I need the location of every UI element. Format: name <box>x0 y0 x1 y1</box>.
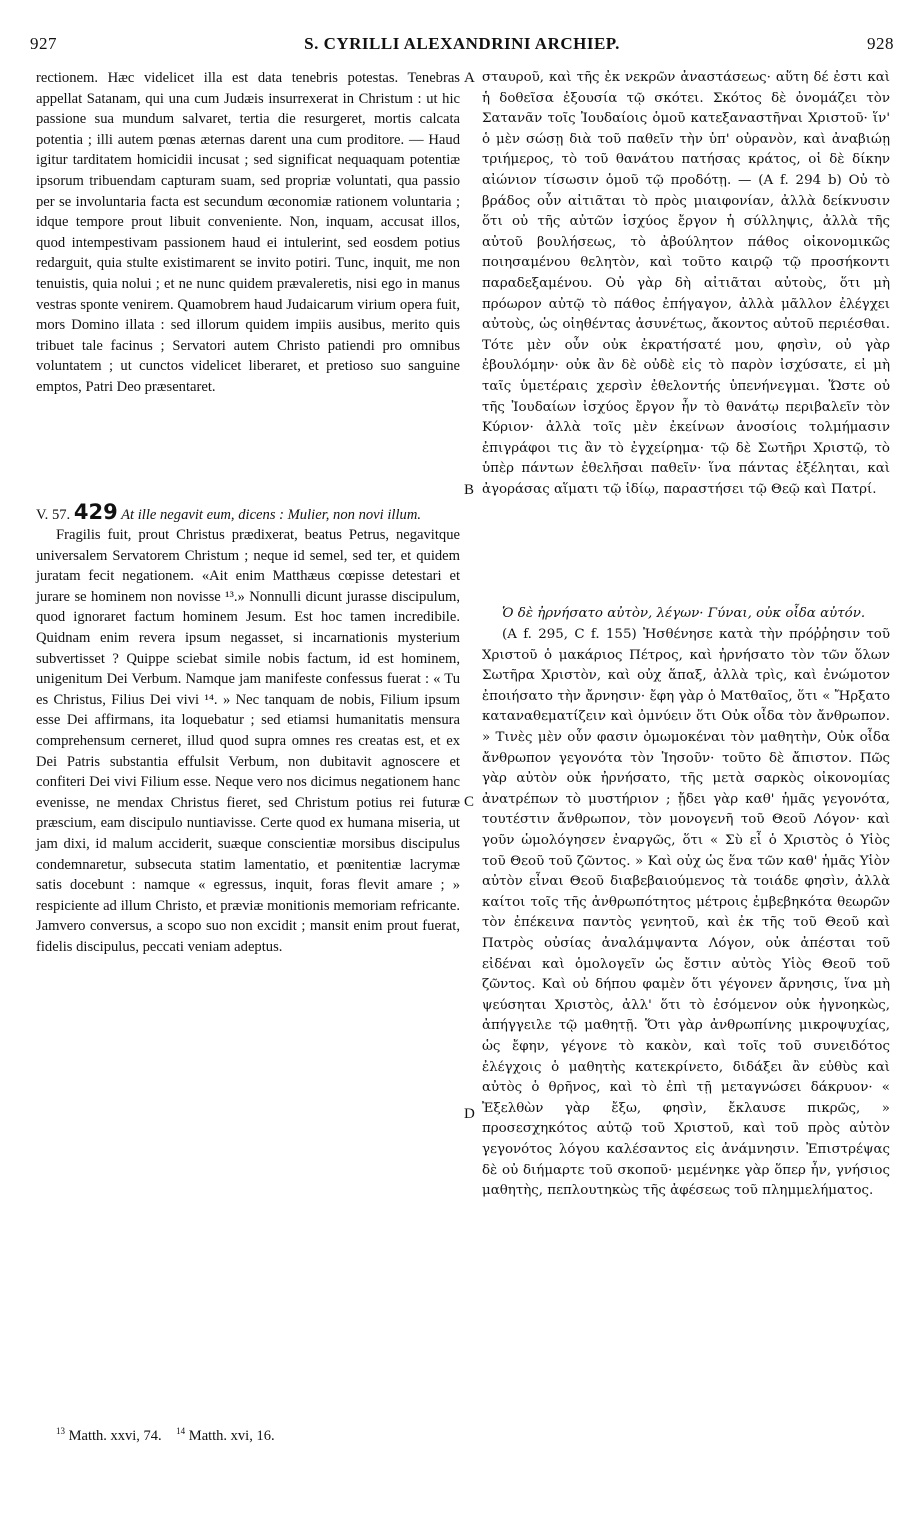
greek-paragraph-1: σταυροῦ, καὶ τῆς ἐκ νεκρῶν ἀναστάσεως· αὕτη δέ ἐστι καὶ ἡ δοθεῖσα ἐξουσία τῷ σκότει. Σκότος δὲ ὀνομάζει τὸν Σατανᾶν τοῖς Ἰουδαίοις ὁμοῦ κατεξαναστῆναι Χριστοῦ· ἵν' ὁ μὲν σώσῃ διὰ τοῦ παθεῖν τὴν ὑπ' οὐρανὸν, καὶ ἀναβιώῃ τριήμερος, τὸ τοῦ θανάτου πατήσας κράτος, οἱ δὲ δίκην αἰώνιον τίσωσιν ὁμοῦ τῷ προδότῃ. — (A f. 294 b) Οὐ τὸ βράδος οὖν αἰτιᾶται τὸ πρὸς μιαιφονίαν, ἀλλὰ δείκνυσιν ὅτι οὐ τῆς αὐτῶν ἰσχύος ἔργον ἡ σύλληψις, ἀλλὰ τῆς αὐτοῦ βουλήσεως, τὸ ἀβούλητον πάθος οἰκονομικῶς ποιησαμένου θελητὸν, καὶ τοῦτο καιρῷ τῷ προσήκοντι παραδεξαμένου. Οὐ γὰρ δὴ αἰτιᾶται αὐτοὺς, ὅτι μὴ πρόωρον αὐτῷ τὸ πάθος ἐπήγαγον, ἀλλὰ μᾶλλον ἐλέγχει αὐτοὺς, ὡς οἰηθέντας ἀσυνέτως, ἄκοντος αὐτοῦ περιέσθαι. Τότε μὲν οὖν οὐκ ἐκρατήσατέ μου, φησὶν, οὐ γὰρ ἐβουλόμην· οὐκ ἂν δὲ οὐδὲ εἰς τὸ παρὸν ἰσχύσατε, εἰ μὴ ταῖς ὑμετέραις χερσὶν ἐθελοντής ὑπενήνεγμαι. Ὥστε οὐ τῆς Ἰουδαίων ἰσχύος ἔργον ἦν τὸ θανάτῳ περιβαλεῖν τὸν Κύριον· ἀλλὰ τοῖς μὲν ἐκείνων ἀνοσίοις τολμήμασιν ἐπιγράφοι τις ἂν τὸ ἐγχείρημα· τῷ δὲ Σωτῆρι Χριστῷ, τὸ ὑπὲρ πάντων ἐθελῆσαι παθεῖν· ἵνα πάντας ἐξέληται, καὶ ἀγοράσας αἵματι τῷ ἰδίῳ, παραστήσει τῷ Θεῷ καὶ Πατρί. <box>482 70 890 497</box>
margin-letter-b: B <box>464 482 475 498</box>
latin-column <box>36 68 460 958</box>
footnote-14-mark: 14 <box>176 1426 186 1436</box>
latin-paragraph-2: Fragilis fuit, prout Christus prædixerat, beatus Petrus, negavitque universalem Servatorem Christum ; neque id semel, sed ter, et quidem juratam fecit negationem. «Ait enim Matthæus cœpisse detestari et jurare se hominem non novisse ¹³.» Nonnulli dicunt jurasse discipulum, quod ignoraret factum hominem Jesum. Est hoc tamen incredibile. Quidnam enim revera ipsum negasset, si incarnationis mysterium subvertisset ? Quippe sciebat simile nobis factum, id est hominem, unigenitum Dei Verbum. Namque jam manifeste confessus fuerat : « Tu es Christus, Filius Dei vivi ¹⁴. » Nec tanquam de nobis, Filium ipsum esse Dei affirmans, ita loquebatur ; sed etiamsi humanitatis mensura comprehensum cerneret, illud quod supra omnes res creatas est, et ex Dei Patris substantia effulsit Verbum, non dubitavit agnoscere et confiteri Dei vivi Filium esse. Neque vero nos dicimus negationem hanc evenisse, ne mendax Christus fieret, sed Christum potius rei futuræ præscium, eam discipulo nuntiavisse. Certe quod ex humana miseria, ut jam dixi, id malum acciderit, suæque conscientiæ morsibus discipulus condemnaretur, subsecuta statim lamentatio, et pœnitentiæ lacrymæ satis docebunt : namque « egressus, inquit, foras flevit amare ; » respiciente ad illum Christo, et præviæ monitionis memoriam refricante. Jamvero conversus, a scopo suo non excidit ; mansit enim prout fuerat, fidelis discipulus, peccati veniam adeptus. <box>36 527 460 955</box>
right-page-number: 928 <box>867 34 894 53</box>
greek-column <box>482 68 890 1202</box>
greek-verse-text: Ὁ δὲ ἠρνήσατο αὐτὸν, λέγων· Γύναι, οὐκ οἶδα αὐτόν. <box>502 606 866 622</box>
column-gap <box>482 500 890 604</box>
latin-verse-heading <box>36 499 460 526</box>
margin-letter-c: C <box>464 794 475 810</box>
footnote-13: Matth. xxvi, 74. <box>68 1427 162 1444</box>
verse-reference: V. 57. <box>36 506 71 523</box>
running-title: S. CYRILLI ALEXANDRINI ARCHIEP. <box>304 34 620 53</box>
greek-paragraph-2: (A f. 295, C f. 155) Ἠσθένησε κατὰ τὴν πρόῤῥησιν τοῦ Χριστοῦ ὁ μακάριος Πέτρος, καὶ ἠρνήσατο τὸν τῶν ὅλων Σωτῆρα Χριστὸν, καὶ οὐχ ἅπαξ, ἀλλὰ τρὶς, καὶ ἐνώμοτον ἐποιήσατο τὴν ἄρνησιν· ἔφη γὰρ ὁ Ματθαῖος, ὅτι « Ἤρξατο καταναθεματίζειν καὶ ὀμνύειν ὅτι Οὐκ οἶδα τὸν ἄνθρωπον. » Τινὲς μὲν οὖν φασιν ὀμωμοκέναι τὸν μαθητὴν, Οὐκ οἶδα ἄνθρωπον γεγονότα τὸν Ἰησοῦν· τοῦτο δὲ ἄπιστον. Πῶς γὰρ αὐτὸν οὐκ ἠρνήσατο, τῆς μετὰ σαρκὸς οἰκονομίας ἀνατρέπων τὸ μυστήριον ; ᾔδει γὰρ καθ' ἡμᾶς γεγονότα, τουτέστιν ἄνθρωπον, τὸν μονογενῆ τοῦ Θεοῦ Λόγον· καὶ γοῦν ὡμολόγησεν ἐναργῶς, ὅτι « Σὺ εἶ ὁ Χριστὸς ὁ Υἱὸς τοῦ Θεοῦ τοῦ ζῶντος. » Καὶ οὐχ ὡς ἕνα τῶν καθ' ἡμᾶς Υἱὸν αὐτὸν εἶναι Θεοῦ διαβεβαιούμενος τὰ τοιάδε φησὶν, ἀλλὰ καίτοι τοῖς τῆς ἀνθρωπότητος μέτροις ἐμβεβηκότα θεωρῶν τὸν ἐπέκεινα παντὸς γενητοῦ, καὶ ἐκ τῆς τοῦ Θεοῦ καὶ Πατρὸς οὐσίας ἀναλάμψαντα Λόγον, οὐκ ἀπέσται τοῦ εἰδέναι καὶ ὁμολογεῖν ὡς ἔστιν αὐτὸς Υἱὸς Θεοῦ τοῦ ζῶντος. Καὶ οὐ δήπου φαμὲν ὅτι γέγονεν ἄρνησις, ἵνα μὴ ψεύσηται Χριστὸς, ἀλλ' ὅτι τὸ ἐσόμενον οὐκ ἠγνοηκὼς, ἀπήγγειλε τῷ μαθητῇ. Ὅτι γὰρ ἀνθρωπίνης μικροψυχίας, ὡς ἔφην, γέγονε τὸ κακὸν, καὶ τοῖς τοῦ συνειδότος ἐλέγχοις ὁ μαθητὴς κατεκρίνετο, διδάξει ἂν εὐθὺς καὶ αὐτὸς ὁ θρῆνος, καὶ τὸ ἐπὶ τῇ μεταγνώσει δάκρυον· « Ἐξελθὼν γὰρ ἔξω, φησὶν, ἔκλαυσε πικρῶς, » προσεσχηκότος αὐτῷ τοῦ Χριστοῦ, καὶ τοῦ πρὸς αὐτὸν γεγονότος λόγου καλέσαντος εἰς ἀνάμνησιν. Ἐπιστρέψας δὲ οὐ διήμαρτε τοῦ σκοποῦ· μεμένηκε γὰρ ὅπερ ἦν, γνήσιος μαθητὴς, πεπλουτηκὼς τῆς ἀφέσεως τοῦ πλημμελήματος. <box>482 627 890 1199</box>
latin-verse-text: At ille negavit eum, dicens : Mulier, non novi illum. <box>121 506 422 523</box>
column-gap <box>36 398 460 502</box>
footnote-13-mark: 13 <box>56 1426 65 1436</box>
margin-letter-a: A <box>464 70 475 86</box>
running-head <box>30 34 894 60</box>
left-page-number: 927 <box>30 34 57 53</box>
footnotes <box>56 1426 275 1445</box>
footnote-14: Matth. xvi, 16. <box>188 1427 275 1444</box>
latin-paragraph-1: rectionem. Hæc videlicet illa est data tenebris potestas. Tenebras appellat Satanam, qui una cum Judæis insurrexerat in Christum : ut hic passione sua mundum salvaret, tertia die resurgeret, mortis calcata potentia ; illi autem pœnas æternas darent una cum proditore. — Haud igitur tarditatem homicidii incusat ; sed significat nequaquam potentiæ ipsorum tribuendam capturam suam, sed propriæ voluntati, qua passio per se involuntaria facta est secundum œconomiæ rationem voluntaria ; idque tempore prout libuit conveniente. Non, inquam, accusat illos, quod intempestivam passionem haud ei intulerint, sed eosdem potius redarguit, quia stulte existimarent se invito potiri. Tunc, inquit, me non tenuistis, quia nolui ; et ne nunc quidem prævaleretis, nisi ego in manus vestras sponte venirem. Quamobrem haud Judaicarum virium opera fuit, mors Domino illata : sed illorum quidem impiis ausibus, merito quis tribuet tale facinus ; Servatori autem Christo patiendi pro omnibus voluntatem ; ut cunctos videlicet liberaret, et pretioso suo sanguine emptos, Patri Deo præsentaret. <box>36 70 460 395</box>
section-number: 429 <box>73 499 118 524</box>
margin-letter-d: D <box>464 1106 475 1122</box>
